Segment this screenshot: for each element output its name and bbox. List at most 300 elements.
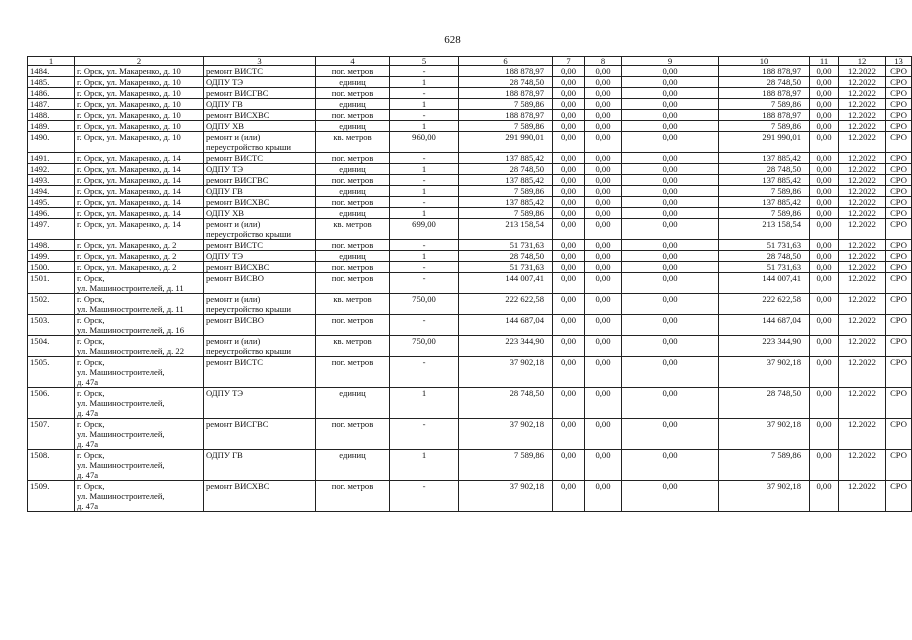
amount-cell: 0,00 [585,481,622,512]
amount-cell: 0,00 [810,110,839,121]
completion-date-cell: 12.2022 [839,110,886,121]
funding-source-cell: СРО [886,110,912,121]
amount-cell: 0,00 [553,336,585,357]
amount-cell: 0,00 [622,208,719,219]
completion-date-cell: 12.2022 [839,336,886,357]
amount-cell: 0,00 [622,153,719,164]
amount-cell: 0,00 [585,186,622,197]
funding-source-cell: СРО [886,153,912,164]
amount-cell: 0,00 [810,240,839,251]
unit-cell: пог. метров [316,262,390,273]
amount-cell: 0,00 [810,294,839,315]
funding-source-cell: СРО [886,336,912,357]
unit-cell: единиц [316,77,390,88]
amount-cell: 0,00 [553,164,585,175]
amount-cell: 0,00 [622,315,719,336]
address-cell: г. Орск, ул. Машиностроителей, д. 47а [75,388,204,419]
unit-cell: кв. метров [316,336,390,357]
amount-cell: 0,00 [553,450,585,481]
total-cost-cell: 137 885,42 [459,175,553,186]
row-number-cell: 1496. [28,208,75,219]
address-cell: г. Орск, ул. Макаренко, д. 14 [75,208,204,219]
amount-cell: 0,00 [622,481,719,512]
total-cost-cell: 137 885,42 [459,153,553,164]
amount-cell: 0,00 [585,88,622,99]
table-row [28,262,912,273]
address-cell: г. Орск, ул. Макаренко, д. 14 [75,197,204,208]
amount-cell: 0,00 [622,262,719,273]
amount-cell: 0,00 [810,388,839,419]
row-number-cell: 1498. [28,240,75,251]
quantity-cell: - [390,197,459,208]
column-header: 12 [839,57,886,66]
amount-cell: 0,00 [553,388,585,419]
amount-cell: 0,00 [553,186,585,197]
amount-cell: 0,00 [585,66,622,77]
address-cell: г. Орск, ул. Машиностроителей, д. 11 [75,273,204,294]
amount-cell: 0,00 [810,186,839,197]
completion-date-cell: 12.2022 [839,132,886,153]
funding-source-cell: СРО [886,273,912,294]
amount-cell: 0,00 [622,110,719,121]
column-header: 10 [719,57,810,66]
address-cell: г. Орск, ул. Макаренко, д. 14 [75,153,204,164]
quantity-cell: - [390,273,459,294]
quantity-cell: - [390,240,459,251]
table-row [28,315,912,336]
unit-cell: кв. метров [316,219,390,240]
column-header: 9 [622,57,719,66]
amount-cell: 0,00 [622,450,719,481]
work-type-cell: ремонт ВИСХВС [204,197,316,208]
work-type-cell: ремонт ВИСТС [204,153,316,164]
completion-date-cell: 12.2022 [839,357,886,388]
total-cost-cell: 223 344,90 [459,336,553,357]
funding-source-cell: СРО [886,208,912,219]
address-cell: г. Орск, ул. Макаренко, д. 14 [75,175,204,186]
completion-date-cell: 12.2022 [839,88,886,99]
funding-source-cell: СРО [886,121,912,132]
amount-cell: 0,00 [622,88,719,99]
repair-register-table [27,56,912,512]
amount-cell: 213 158,54 [719,219,810,240]
row-number-cell: 1487. [28,99,75,110]
amount-cell: 0,00 [585,164,622,175]
amount-cell: 0,00 [622,251,719,262]
amount-cell: 0,00 [622,121,719,132]
table-row [28,99,912,110]
row-number-cell: 1493. [28,175,75,186]
total-cost-cell: 7 589,86 [459,186,553,197]
row-number-cell: 1492. [28,164,75,175]
row-number-cell: 1499. [28,251,75,262]
amount-cell: 0,00 [622,99,719,110]
address-cell: г. Орск, ул. Макаренко, д. 10 [75,132,204,153]
row-number-cell: 1501. [28,273,75,294]
amount-cell: 0,00 [585,273,622,294]
amount-cell: 0,00 [810,88,839,99]
amount-cell: 0,00 [622,219,719,240]
column-header: 2 [75,57,204,66]
completion-date-cell: 12.2022 [839,153,886,164]
work-type-cell: ремонт ВИСГВС [204,88,316,99]
table-row [28,110,912,121]
amount-cell: 0,00 [553,273,585,294]
work-type-cell: ремонт ВИСГВС [204,419,316,450]
unit-cell: единиц [316,450,390,481]
amount-cell: 0,00 [622,132,719,153]
amount-cell: 0,00 [585,197,622,208]
table-row [28,450,912,481]
quantity-cell: - [390,110,459,121]
unit-cell: пог. метров [316,481,390,512]
total-cost-cell: 7 589,86 [459,121,553,132]
amount-cell: 0,00 [585,388,622,419]
address-cell: г. Орск, ул. Макаренко, д. 2 [75,262,204,273]
column-header: 8 [585,57,622,66]
amount-cell: 0,00 [810,164,839,175]
funding-source-cell: СРО [886,164,912,175]
quantity-cell: 960,00 [390,132,459,153]
quantity-cell: 1 [390,186,459,197]
work-type-cell: ремонт и (или) переустройство крыши [204,219,316,240]
amount-cell: 0,00 [585,208,622,219]
unit-cell: единиц [316,164,390,175]
amount-cell: 7 589,86 [719,99,810,110]
amount-cell: 0,00 [553,251,585,262]
work-type-cell: ОДПУ ГВ [204,99,316,110]
unit-cell: единиц [316,121,390,132]
address-cell: г. Орск, ул. Макаренко, д. 10 [75,110,204,121]
amount-cell: 0,00 [585,132,622,153]
total-cost-cell: 213 158,54 [459,219,553,240]
address-cell: г. Орск, ул. Макаренко, д. 10 [75,121,204,132]
amount-cell: 0,00 [585,294,622,315]
quantity-cell: 1 [390,121,459,132]
work-type-cell: ОДПУ ТЭ [204,164,316,175]
amount-cell: 0,00 [585,99,622,110]
row-number-cell: 1508. [28,450,75,481]
total-cost-cell: 51 731,63 [459,240,553,251]
amount-cell: 0,00 [585,240,622,251]
total-cost-cell: 28 748,50 [459,77,553,88]
completion-date-cell: 12.2022 [839,208,886,219]
amount-cell: 28 748,50 [719,77,810,88]
amount-cell: 0,00 [810,153,839,164]
table-row [28,388,912,419]
amount-cell: 0,00 [553,419,585,450]
unit-cell: единиц [316,208,390,219]
row-number-cell: 1503. [28,315,75,336]
total-cost-cell: 137 885,42 [459,197,553,208]
completion-date-cell: 12.2022 [839,66,886,77]
funding-source-cell: СРО [886,262,912,273]
work-type-cell: ремонт ВИСТС [204,357,316,388]
row-number-cell: 1506. [28,388,75,419]
amount-cell: 0,00 [585,175,622,186]
row-number-cell: 1507. [28,419,75,450]
column-header: 5 [390,57,459,66]
funding-source-cell: СРО [886,419,912,450]
amount-cell: 0,00 [553,77,585,88]
amount-cell: 188 878,97 [719,66,810,77]
funding-source-cell: СРО [886,88,912,99]
table-row [28,357,912,388]
column-header: 13 [886,57,912,66]
column-header: 3 [204,57,316,66]
table-row [28,153,912,164]
quantity-cell: - [390,153,459,164]
quantity-cell: 1 [390,77,459,88]
funding-source-cell: СРО [886,132,912,153]
funding-source-cell: СРО [886,66,912,77]
unit-cell: единиц [316,251,390,262]
amount-cell: 0,00 [553,175,585,186]
row-number-cell: 1505. [28,357,75,388]
funding-source-cell: СРО [886,219,912,240]
amount-cell: 28 748,50 [719,388,810,419]
unit-cell: пог. метров [316,88,390,99]
row-number-cell: 1502. [28,294,75,315]
unit-cell: кв. метров [316,132,390,153]
amount-cell: 0,00 [622,197,719,208]
funding-source-cell: СРО [886,294,912,315]
completion-date-cell: 12.2022 [839,388,886,419]
table-row [28,88,912,99]
amount-cell: 7 589,86 [719,186,810,197]
work-type-cell: ОДПУ ТЭ [204,77,316,88]
row-number-cell: 1490. [28,132,75,153]
total-cost-cell: 28 748,50 [459,164,553,175]
amount-cell: 0,00 [622,66,719,77]
amount-cell: 0,00 [553,315,585,336]
amount-cell: 0,00 [810,357,839,388]
amount-cell: 0,00 [810,175,839,186]
total-cost-cell: 188 878,97 [459,66,553,77]
amount-cell: 0,00 [622,294,719,315]
unit-cell: пог. метров [316,419,390,450]
column-header: 7 [553,57,585,66]
unit-cell: пог. метров [316,315,390,336]
row-number-cell: 1509. [28,481,75,512]
amount-cell: 188 878,97 [719,88,810,99]
quantity-cell: - [390,357,459,388]
table-row [28,164,912,175]
address-cell: г. Орск, ул. Машиностроителей, д. 47а [75,450,204,481]
work-type-cell: ремонт ВИСВО [204,315,316,336]
table-row [28,208,912,219]
amount-cell: 0,00 [553,99,585,110]
quantity-cell: 1 [390,99,459,110]
amount-cell: 0,00 [585,121,622,132]
amount-cell: 0,00 [810,132,839,153]
row-number-cell: 1486. [28,88,75,99]
work-type-cell: ОДПУ ХВ [204,121,316,132]
table-row [28,175,912,186]
funding-source-cell: СРО [886,186,912,197]
amount-cell: 137 885,42 [719,197,810,208]
work-type-cell: ремонт ВИСХВС [204,110,316,121]
unit-cell: пог. метров [316,175,390,186]
amount-cell: 0,00 [553,294,585,315]
amount-cell: 0,00 [810,419,839,450]
completion-date-cell: 12.2022 [839,175,886,186]
amount-cell: 28 748,50 [719,164,810,175]
unit-cell: пог. метров [316,110,390,121]
work-type-cell: ремонт и (или) переустройство крыши [204,294,316,315]
amount-cell: 0,00 [585,419,622,450]
row-number-cell: 1491. [28,153,75,164]
table-row [28,132,912,153]
table-row [28,481,912,512]
amount-cell: 0,00 [622,240,719,251]
completion-date-cell: 12.2022 [839,273,886,294]
amount-cell: 0,00 [810,251,839,262]
funding-source-cell: СРО [886,388,912,419]
amount-cell: 0,00 [810,77,839,88]
amount-cell: 222 622,58 [719,294,810,315]
unit-cell: пог. метров [316,197,390,208]
unit-cell: пог. метров [316,153,390,164]
address-cell: г. Орск, ул. Макаренко, д. 10 [75,99,204,110]
work-type-cell: ОДПУ ТЭ [204,388,316,419]
work-type-cell: ремонт ВИСХВС [204,262,316,273]
amount-cell: 0,00 [810,219,839,240]
work-type-cell: ОДПУ ХВ [204,208,316,219]
table-row [28,294,912,315]
completion-date-cell: 12.2022 [839,262,886,273]
completion-date-cell: 12.2022 [839,164,886,175]
funding-source-cell: СРО [886,77,912,88]
amount-cell: 0,00 [622,388,719,419]
quantity-cell: - [390,66,459,77]
quantity-cell: 1 [390,208,459,219]
quantity-cell: 1 [390,164,459,175]
completion-date-cell: 12.2022 [839,240,886,251]
amount-cell: 0,00 [585,251,622,262]
completion-date-cell: 12.2022 [839,251,886,262]
amount-cell: 0,00 [810,273,839,294]
completion-date-cell: 12.2022 [839,450,886,481]
funding-source-cell: СРО [886,99,912,110]
total-cost-cell: 7 589,86 [459,99,553,110]
work-type-cell: ОДПУ ГВ [204,450,316,481]
total-cost-cell: 37 902,18 [459,357,553,388]
work-type-cell: ремонт ВИСВО [204,273,316,294]
completion-date-cell: 12.2022 [839,197,886,208]
quantity-cell: - [390,262,459,273]
table-row [28,240,912,251]
amount-cell: 0,00 [585,219,622,240]
row-number-cell: 1500. [28,262,75,273]
column-header: 11 [810,57,839,66]
amount-cell: 7 589,86 [719,121,810,132]
row-number-cell: 1485. [28,77,75,88]
unit-cell: кв. метров [316,294,390,315]
total-cost-cell: 7 589,86 [459,208,553,219]
total-cost-cell: 222 622,58 [459,294,553,315]
amount-cell: 144 687,04 [719,315,810,336]
completion-date-cell: 12.2022 [839,186,886,197]
row-number-cell: 1497. [28,219,75,240]
total-cost-cell: 291 990,01 [459,132,553,153]
amount-cell: 137 885,42 [719,175,810,186]
amount-cell: 0,00 [553,219,585,240]
completion-date-cell: 12.2022 [839,121,886,132]
total-cost-cell: 28 748,50 [459,388,553,419]
amount-cell: 7 589,86 [719,450,810,481]
amount-cell: 0,00 [553,88,585,99]
row-number-cell: 1504. [28,336,75,357]
amount-cell: 0,00 [585,357,622,388]
completion-date-cell: 12.2022 [839,481,886,512]
work-type-cell: ОДПУ ГВ [204,186,316,197]
amount-cell: 0,00 [810,66,839,77]
amount-cell: 188 878,97 [719,110,810,121]
table-row [28,336,912,357]
total-cost-cell: 144 687,04 [459,315,553,336]
quantity-cell: - [390,419,459,450]
amount-cell: 0,00 [810,315,839,336]
funding-source-cell: СРО [886,450,912,481]
amount-cell: 0,00 [810,262,839,273]
address-cell: г. Орск, ул. Макаренко, д. 10 [75,88,204,99]
work-type-cell: ремонт и (или) переустройство крыши [204,132,316,153]
total-cost-cell: 51 731,63 [459,262,553,273]
amount-cell: 0,00 [810,450,839,481]
unit-cell: пог. метров [316,273,390,294]
unit-cell: пог. метров [316,357,390,388]
address-cell: г. Орск, ул. Машиностроителей, д. 11 [75,294,204,315]
quantity-cell: 1 [390,450,459,481]
unit-cell: единиц [316,388,390,419]
row-number-cell: 1489. [28,121,75,132]
column-header: 6 [459,57,553,66]
amount-cell: 0,00 [810,121,839,132]
address-cell: г. Орск, ул. Макаренко, д. 2 [75,240,204,251]
work-type-cell: ремонт ВИСТС [204,240,316,251]
quantity-cell: 750,00 [390,294,459,315]
amount-cell: 0,00 [585,315,622,336]
unit-cell: единиц [316,99,390,110]
amount-cell: 0,00 [553,110,585,121]
amount-cell: 0,00 [553,240,585,251]
amount-cell: 137 885,42 [719,153,810,164]
row-number-cell: 1494. [28,186,75,197]
amount-cell: 0,00 [553,132,585,153]
work-type-cell: ремонт и (или) переустройство крыши [204,336,316,357]
total-cost-cell: 28 748,50 [459,251,553,262]
quantity-cell: 699,00 [390,219,459,240]
unit-cell: пог. метров [316,66,390,77]
address-cell: г. Орск, ул. Машиностроителей, д. 22 [75,336,204,357]
table-row [28,197,912,208]
row-number-cell: 1484. [28,66,75,77]
address-cell: г. Орск, ул. Макаренко, д. 10 [75,66,204,77]
amount-cell: 0,00 [622,336,719,357]
quantity-cell: 1 [390,251,459,262]
column-header: 1 [28,57,75,66]
address-cell: г. Орск, ул. Машиностроителей, д. 16 [75,315,204,336]
row-number-cell: 1495. [28,197,75,208]
completion-date-cell: 12.2022 [839,315,886,336]
amount-cell: 0,00 [622,419,719,450]
funding-source-cell: СРО [886,197,912,208]
amount-cell: 144 007,41 [719,273,810,294]
funding-source-cell: СРО [886,315,912,336]
funding-source-cell: СРО [886,357,912,388]
quantity-cell: - [390,481,459,512]
